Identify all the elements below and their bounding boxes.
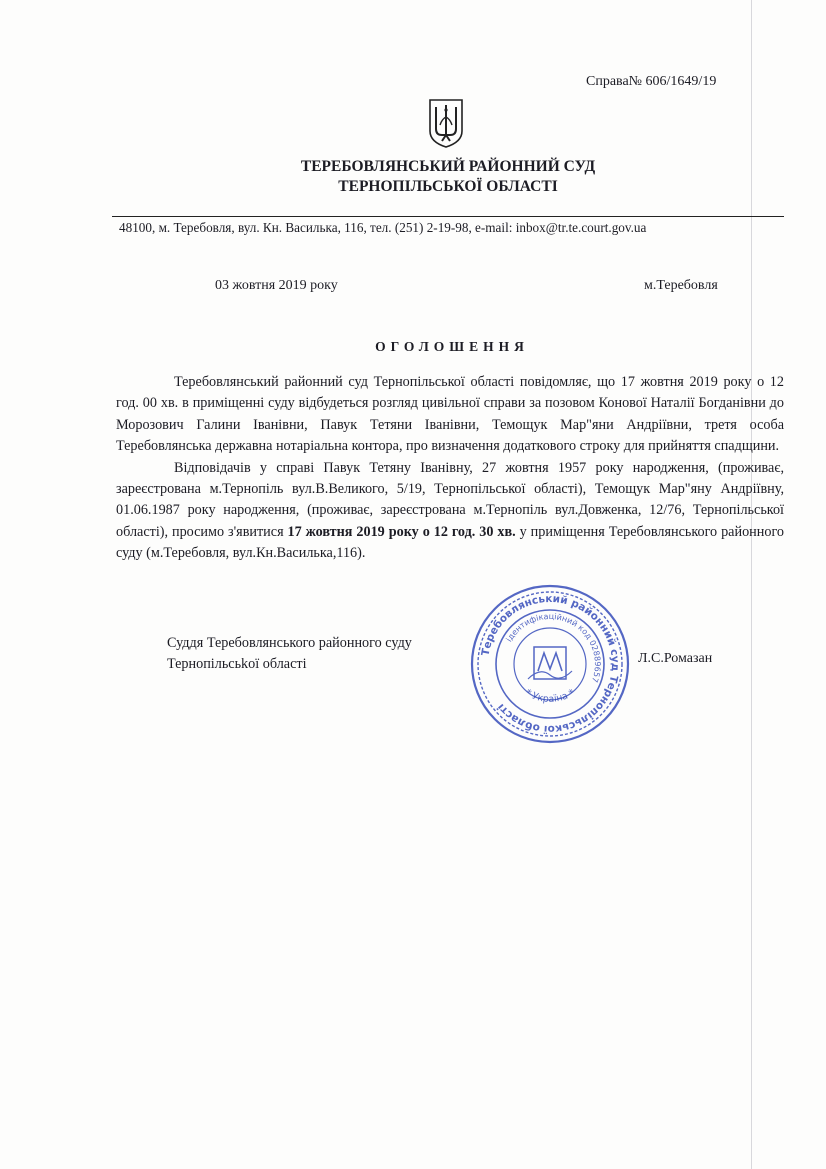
document-date: 03 жовтня 2019 року bbox=[215, 278, 338, 293]
document-city: м.Теребовля bbox=[644, 278, 718, 293]
svg-text:* Україна * bbox=[523, 687, 577, 705]
hearing-time: 17 жовтня 2019 року о 12 год. 30 хв. bbox=[287, 523, 516, 540]
seal-outer-text: Теребовлянський районний суд Тернопільської області bbox=[479, 592, 622, 736]
court-name bbox=[200, 157, 696, 197]
paragraph-2-end: у приміщення Теребовлянського районного суду (м.Теребовля, вул.Кн.Василька,116). bbox=[116, 523, 785, 562]
paragraph-2-start: Відповідачів у справі Павук Тетяну Іванівну, 27 жовтня 1957 року народження, (проживає, зареєстрована м.Тернопіль вул.В.Великого, 5/19, Тернопільської області), Темощук Мар"яну Андріївну, 01.06.1987 року народження, (проживає, зареєстрована м.Тернопіль вул.Довженка, 12/76, Тернопільської області), просимо з'явитися bbox=[116, 459, 784, 540]
scan-edge-line bbox=[751, 0, 752, 1169]
announcement-body bbox=[116, 372, 784, 565]
seal-bottom-text: * Україна * bbox=[523, 687, 577, 705]
svg-text:ідентифікаційний код 02889657 bbox=[504, 612, 602, 684]
seal-inner-text: ідентифікаційний код 02889657 bbox=[504, 611, 603, 684]
document-title: ОГОЛОШЕННЯ bbox=[375, 339, 529, 354]
paragraph-1: Теребовлянський районний суд Тернопільської області повідомляє, що 17 жовтня 2019 року о 12 год. 00 хв. в приміщенні суду відбудеться розгляд цивільної справи за позовом Конової Наталії Богданівни до Морозович Галини Іванівни, Павук Тетяни Іванівни, Темощук Мар"яни Андріївни, третя особа Теребовлянська державна нотаріальна контора, про визначення додаткового строку для прийняття спадщини. bbox=[116, 374, 784, 455]
signer-name: Л.С.Ромазан bbox=[638, 651, 713, 666]
signer-role-line1: Суддя Теребовлянського районного суду bbox=[167, 635, 412, 651]
header-divider bbox=[112, 216, 784, 217]
paragraph-2 bbox=[116, 458, 784, 565]
signer-role bbox=[167, 633, 412, 675]
court-name-line1: ТЕРЕБОВЛЯНСЬКИЙ РАЙОННИЙ СУД bbox=[300, 158, 596, 175]
trident-emblem-icon bbox=[426, 97, 466, 149]
court-address: 48100, м. Теребовля, вул. Кн. Василька, 116, тел. (251) 2-19-98, e-mail: inbox@tr.te.court.gov.ua bbox=[119, 220, 647, 235]
court-seal-stamp bbox=[468, 583, 632, 745]
case-number: Справа№ 606/1649/19 bbox=[586, 74, 717, 89]
signer-role-line2: Тернопільсьkої області bbox=[167, 656, 307, 672]
court-name-line2: ТЕРНОПІЛЬСЬКОЇ ОБЛАСТІ bbox=[338, 178, 558, 195]
